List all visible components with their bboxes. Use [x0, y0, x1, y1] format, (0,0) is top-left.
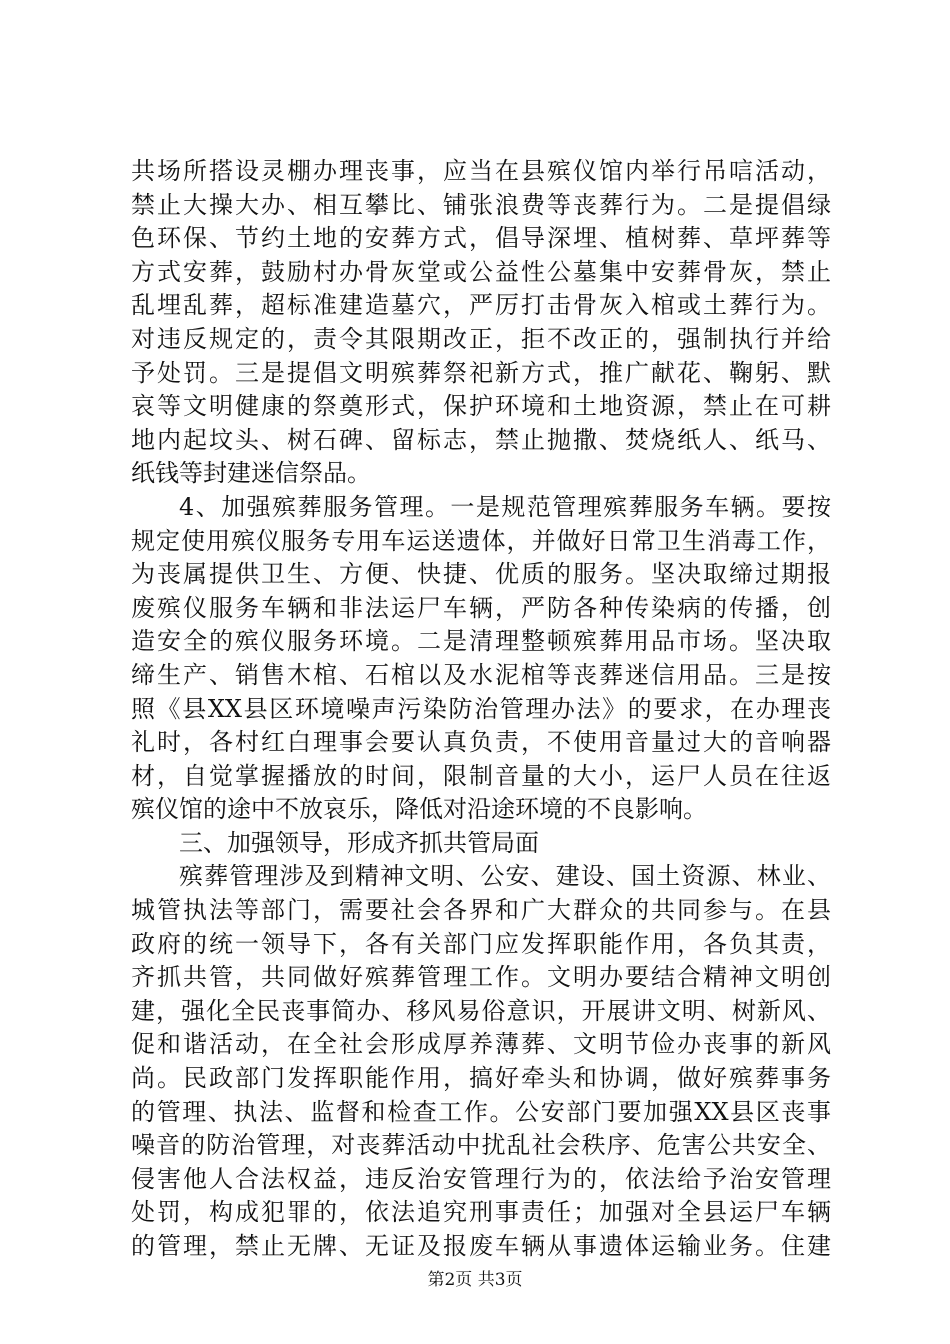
- text-line: 禁止大操大办、相互攀比、铺张浪费等丧葬行为。二是提倡绿: [131, 190, 831, 219]
- text-line: 的管理、执法、监督和检查工作。公安部门要加强XX县区丧事: [131, 1097, 831, 1126]
- text-line: 造安全的殡仪服务环境。二是清理整顿殡葬用品市场。坚决取: [131, 627, 831, 656]
- text-line: 哀等文明健康的祭奠形式，保护环境和土地资源，禁止在可耕: [131, 392, 831, 421]
- text-line: 共场所搭设灵棚办理丧事，应当在县殡仪馆内举行吊唁活动，: [131, 157, 831, 185]
- text-line: 处罚，构成犯罪的，依法追究刑事责任；加强对全县运尸车辆: [131, 1198, 831, 1227]
- text-line: 缔生产、销售木棺、石棺以及水泥棺等丧葬迷信用品。三是按: [131, 660, 831, 689]
- text-line: 礼时，各村红白理事会要认真负责，不使用音量过大的音响器: [131, 728, 831, 757]
- text-line: 色环保、节约土地的安葬方式，倡导深埋、植树葬、草坪葬等: [131, 224, 831, 253]
- text-line: 齐抓共管，共同做好殡葬管理工作。文明办要结合精神文明创: [131, 963, 831, 992]
- text-line: 建，强化全民丧事简办、移风易俗意识，开展讲文明、树新风、: [131, 996, 831, 1025]
- text-line: 予处罚。三是提倡文明殡葬祭祀新方式，推广献花、鞠躬、默: [131, 358, 831, 387]
- text-line: 噪音的防治管理，对丧葬活动中扰乱社会秩序、危害公共安全、: [131, 1131, 831, 1160]
- text-line: 对违反规定的，责令其限期改正，拒不改正的，强制执行并给: [131, 324, 831, 353]
- paragraph-start-line: 殡葬管理涉及到精神文明、公安、建设、国土资源、林业、: [179, 862, 831, 891]
- text-line: 为丧属提供卫生、方便、快捷、优质的服务。坚决取缔过期报: [131, 560, 831, 589]
- text-line: 材，自觉掌握播放的时间，限制音量的大小，运尸人员在往返: [131, 761, 831, 790]
- paragraph-start-line: 4、加强殡葬服务管理。一是规范管理殡葬服务车辆。要按: [179, 492, 831, 521]
- text-line: 废殡仪服务车辆和非法运尸车辆，严防各种传染病的传播，创: [131, 593, 831, 622]
- text-line: 纸钱等封建迷信祭品。: [131, 459, 371, 488]
- text-line: 地内起坟头、树石碑、留标志，禁止抛撒、焚烧纸人、纸马、: [131, 425, 831, 454]
- document-body: [131, 155, 831, 1264]
- text-line: 侵害他人合法权益，违反治安管理行为的，依法给予治安管理: [131, 1164, 831, 1193]
- text-line: 的管理，禁止无牌、无证及报废车辆从事遗体运输业务。住建: [131, 1232, 831, 1260]
- page-number-footer: 第2页 共3页: [427, 1270, 523, 1290]
- text-line: 殡仪馆的途中不放哀乐，降低对沿途环境的不良影响。: [131, 795, 707, 824]
- section-heading: 三、加强领导，形成齐抓共管局面: [179, 828, 539, 857]
- text-line: 促和谐活动，在全社会形成厚养薄葬、文明节俭办丧事的新风: [131, 1030, 831, 1059]
- text-line: 方式安葬，鼓励村办骨灰堂或公益性公墓集中安葬骨灰，禁止: [131, 257, 831, 286]
- text-line: 乱埋乱葬，超标准建造墓穴，严厉打击骨灰入棺或土葬行为。: [131, 291, 831, 320]
- text-line: 尚。民政部门发挥职能作用，搞好牵头和协调，做好殡葬事务: [131, 1064, 831, 1093]
- text-line: 政府的统一领导下，各有关部门应发挥职能作用，各负其责，: [131, 929, 831, 958]
- text-line: 城管执法等部门，需要社会各界和广大群众的共同参与。在县: [131, 896, 831, 925]
- text-line: 规定使用殡仪服务专用车运送遗体，并做好日常卫生消毒工作，: [131, 526, 831, 555]
- text-line: 照《县XX县区环境噪声污染防治管理办法》的要求，在办理丧: [131, 694, 831, 723]
